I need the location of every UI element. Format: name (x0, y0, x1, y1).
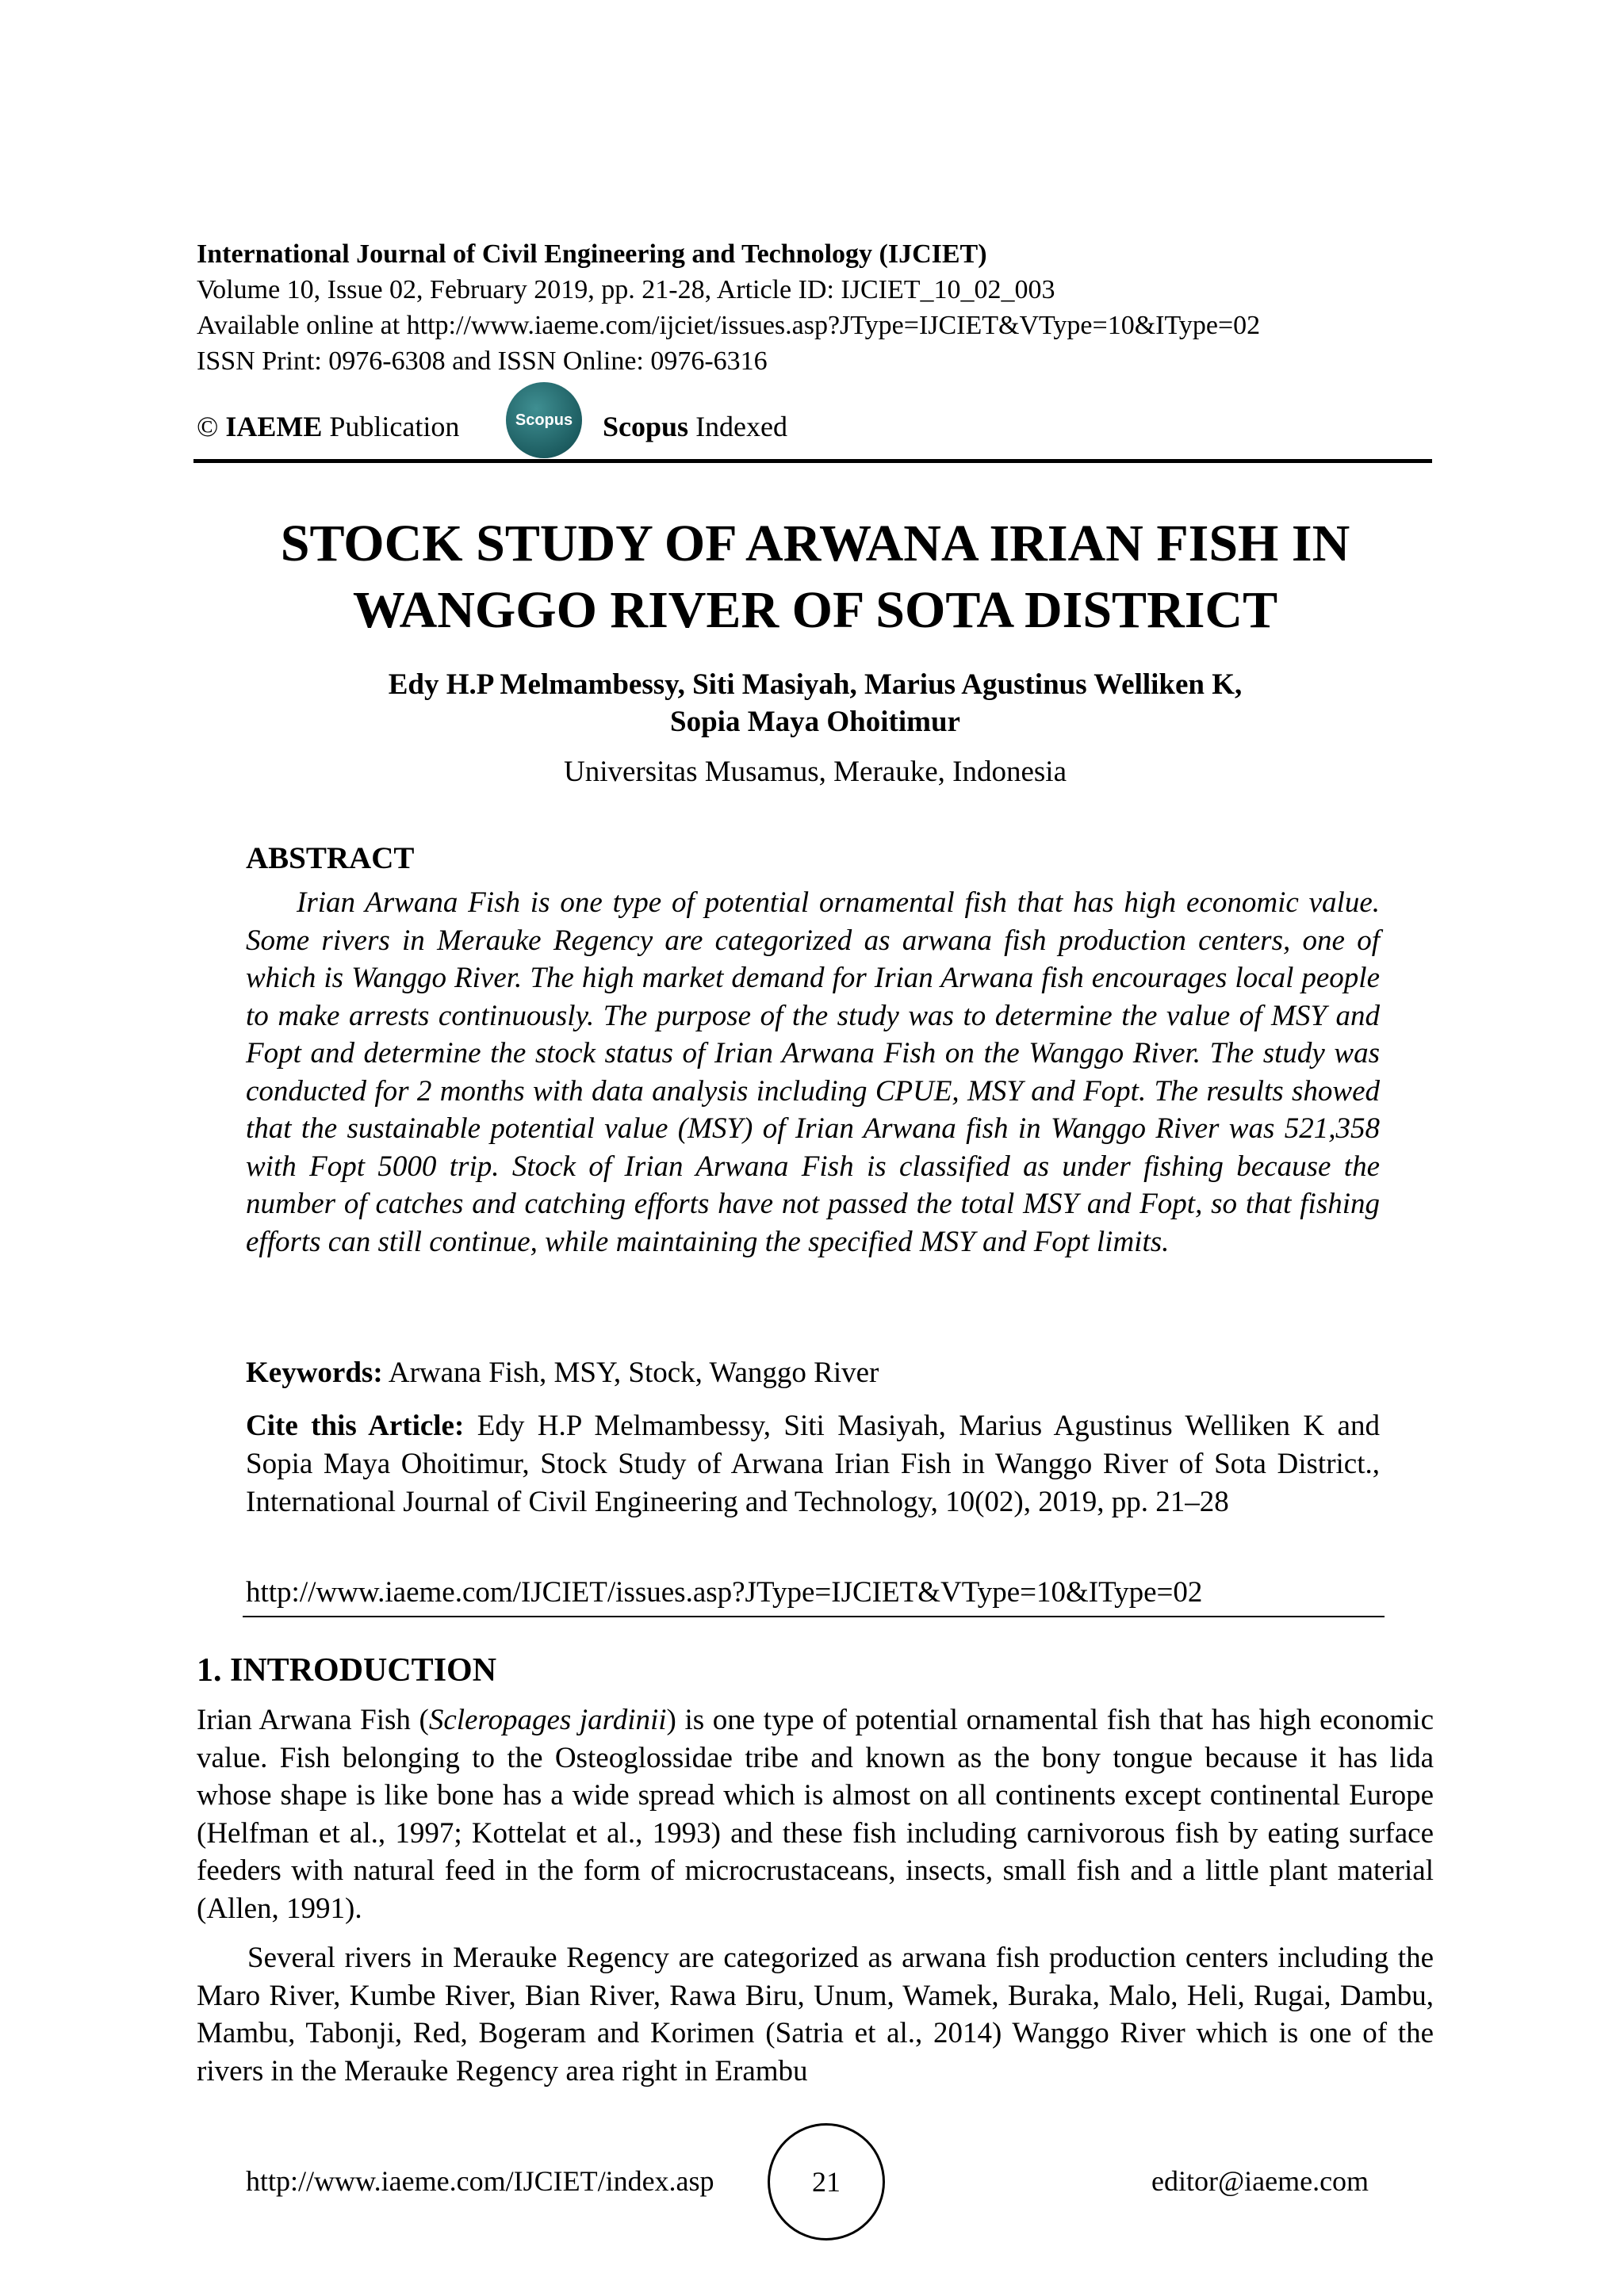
page-number (768, 2123, 885, 2241)
scopus-indexed (603, 410, 787, 443)
title-line-2: WANGGO RIVER OF SOTA DISTRICT (352, 581, 1278, 639)
intro-p1-after: ) is one type of potential ornamental fish that has high economic value. Fish belonging to the Osteoglossidae tribe and known as the bony tongue because it has lida whose shape is like bone has a wide spread which is almost on all continents except continental Europe (Helfman et al., 1997; Kottelat et al., 1993) and these fish including carnivorous fish by eating surface feeders with natural feed in the form of microcrustaceans, insects, small fish and a little plant material (Allen, 1991). (197, 1704, 1434, 1925)
publication-row (197, 406, 1434, 461)
keywords (246, 1354, 1380, 1391)
intro-paragraph-1 (197, 1701, 1434, 1927)
intro-paragraph-2: Several rivers in Merauke Regency are categorized as arwana fish production centers including the Maro River, Kumbe River, Bian River, Rawa Biru, Unum, Wamek, Buraka, Malo, Heli, Rugai, Dambu, Mambu, Tabonji, Red, Bogeram and Korimen (Satria et al., 2014) Wanggo River which is one of the rivers in the Merauke Regency area right in Erambu (197, 1942, 1434, 2087)
scopus-logo-icon (506, 382, 582, 458)
journal-header (197, 236, 1434, 379)
cite-url-link[interactable]: http://www.iaeme.com/IJCIET/issues.asp?JType=IJCIET&VType=10&IType=02 (246, 1576, 1203, 1609)
publisher-credit (197, 410, 459, 443)
journal-name: International Journal of Civil Engineering and Technology (IJCIET) (197, 239, 987, 269)
issn-line: ISSN Print: 0976-6308 and ISSN Online: 0976-6316 (197, 346, 768, 376)
volume-line: Volume 10, Issue 02, February 2019, pp. 21-28, Article ID: IJCIET_10_02_003 (197, 275, 1055, 304)
copyright-symbol: © (197, 411, 219, 442)
indexed-word: Indexed (695, 411, 788, 442)
footer-email-link[interactable]: editor@iaeme.com (1151, 2165, 1369, 2197)
page-number-text: 21 (812, 2166, 841, 2198)
abstract-heading: ABSTRACT (246, 841, 415, 875)
cite-text: Edy H.P Melmambessy, Siti Masiyah, Marius Agustinus Welliken K and Sopia Maya Ohoitimur, Stock Study of Arwana Irian Fish in Wanggo River of Sota District., International Journal of Civil Engineering and Technology, 10(02), 2019, pp. 21–28 (246, 1410, 1380, 1518)
authors-line-1: Edy H.P Melmambessy, Siti Masiyah, Marius Agustinus Welliken K, (388, 668, 1243, 701)
authors-line-2: Sopia Maya Ohoitimur (670, 706, 960, 738)
paper-title (197, 511, 1434, 644)
keywords-label: Keywords: (246, 1357, 383, 1389)
keywords-text: Arwana Fish, MSY, Stock, Wanggo River (382, 1357, 879, 1389)
scopus-word: Scopus (603, 411, 689, 442)
publisher-name: IAEME (225, 411, 323, 442)
scopus-logo-text: Scopus (515, 411, 573, 429)
cite-label: Cite this Article: (246, 1410, 465, 1442)
author-list (197, 666, 1434, 740)
abstract-text: Irian Arwana Fish is one type of potential ornamental fish that has high economic value. Some rivers in Merauke Regency are categorized as arwana fish production centers, one of which is Wanggo River. The high market demand for Irian Arwana fish encourages local people to make arrests continuously. The purpose of the study was to determine the value of MSY and Fopt and determine the stock status of Irian Arwana Fish on the Wanggo River. The study was conducted for 2 months with data analysis including CPUE, MSY and Fopt. The results showed that the sustainable potential value (MSY) of Irian Arwana fish in Wanggo River was 521,358 with Fopt 5000 trip. Stock of Irian Arwana Fish is classified as under fishing because the number of catches and catching efforts have not passed the total MSY and Fopt, so that fishing efforts can still continue, while maintaining the specified MSY and Fopt limits. (246, 886, 1380, 1258)
affiliation: Universitas Musamus, Merauke, Indonesia (563, 756, 1067, 788)
citation-divider (243, 1616, 1385, 1617)
citation (246, 1407, 1380, 1521)
header-divider (193, 459, 1432, 463)
footer-url-link[interactable]: http://www.iaeme.com/IJCIET/index.asp (246, 2165, 714, 2197)
title-line-1: STOCK STUDY OF ARWANA IRIAN FISH IN (280, 515, 1350, 572)
publication-word: Publication (329, 411, 460, 442)
available-online-line: Available online at http://www.iaeme.com/ijciet/issues.asp?JType=IJCIET&VType=10&IType=02 (197, 311, 1261, 340)
introduction-heading: 1. INTRODUCTION (197, 1652, 497, 1689)
intro-p1-before: Irian Arwana Fish ( (197, 1704, 429, 1736)
species-name: Scleropages jardinii (428, 1704, 667, 1736)
